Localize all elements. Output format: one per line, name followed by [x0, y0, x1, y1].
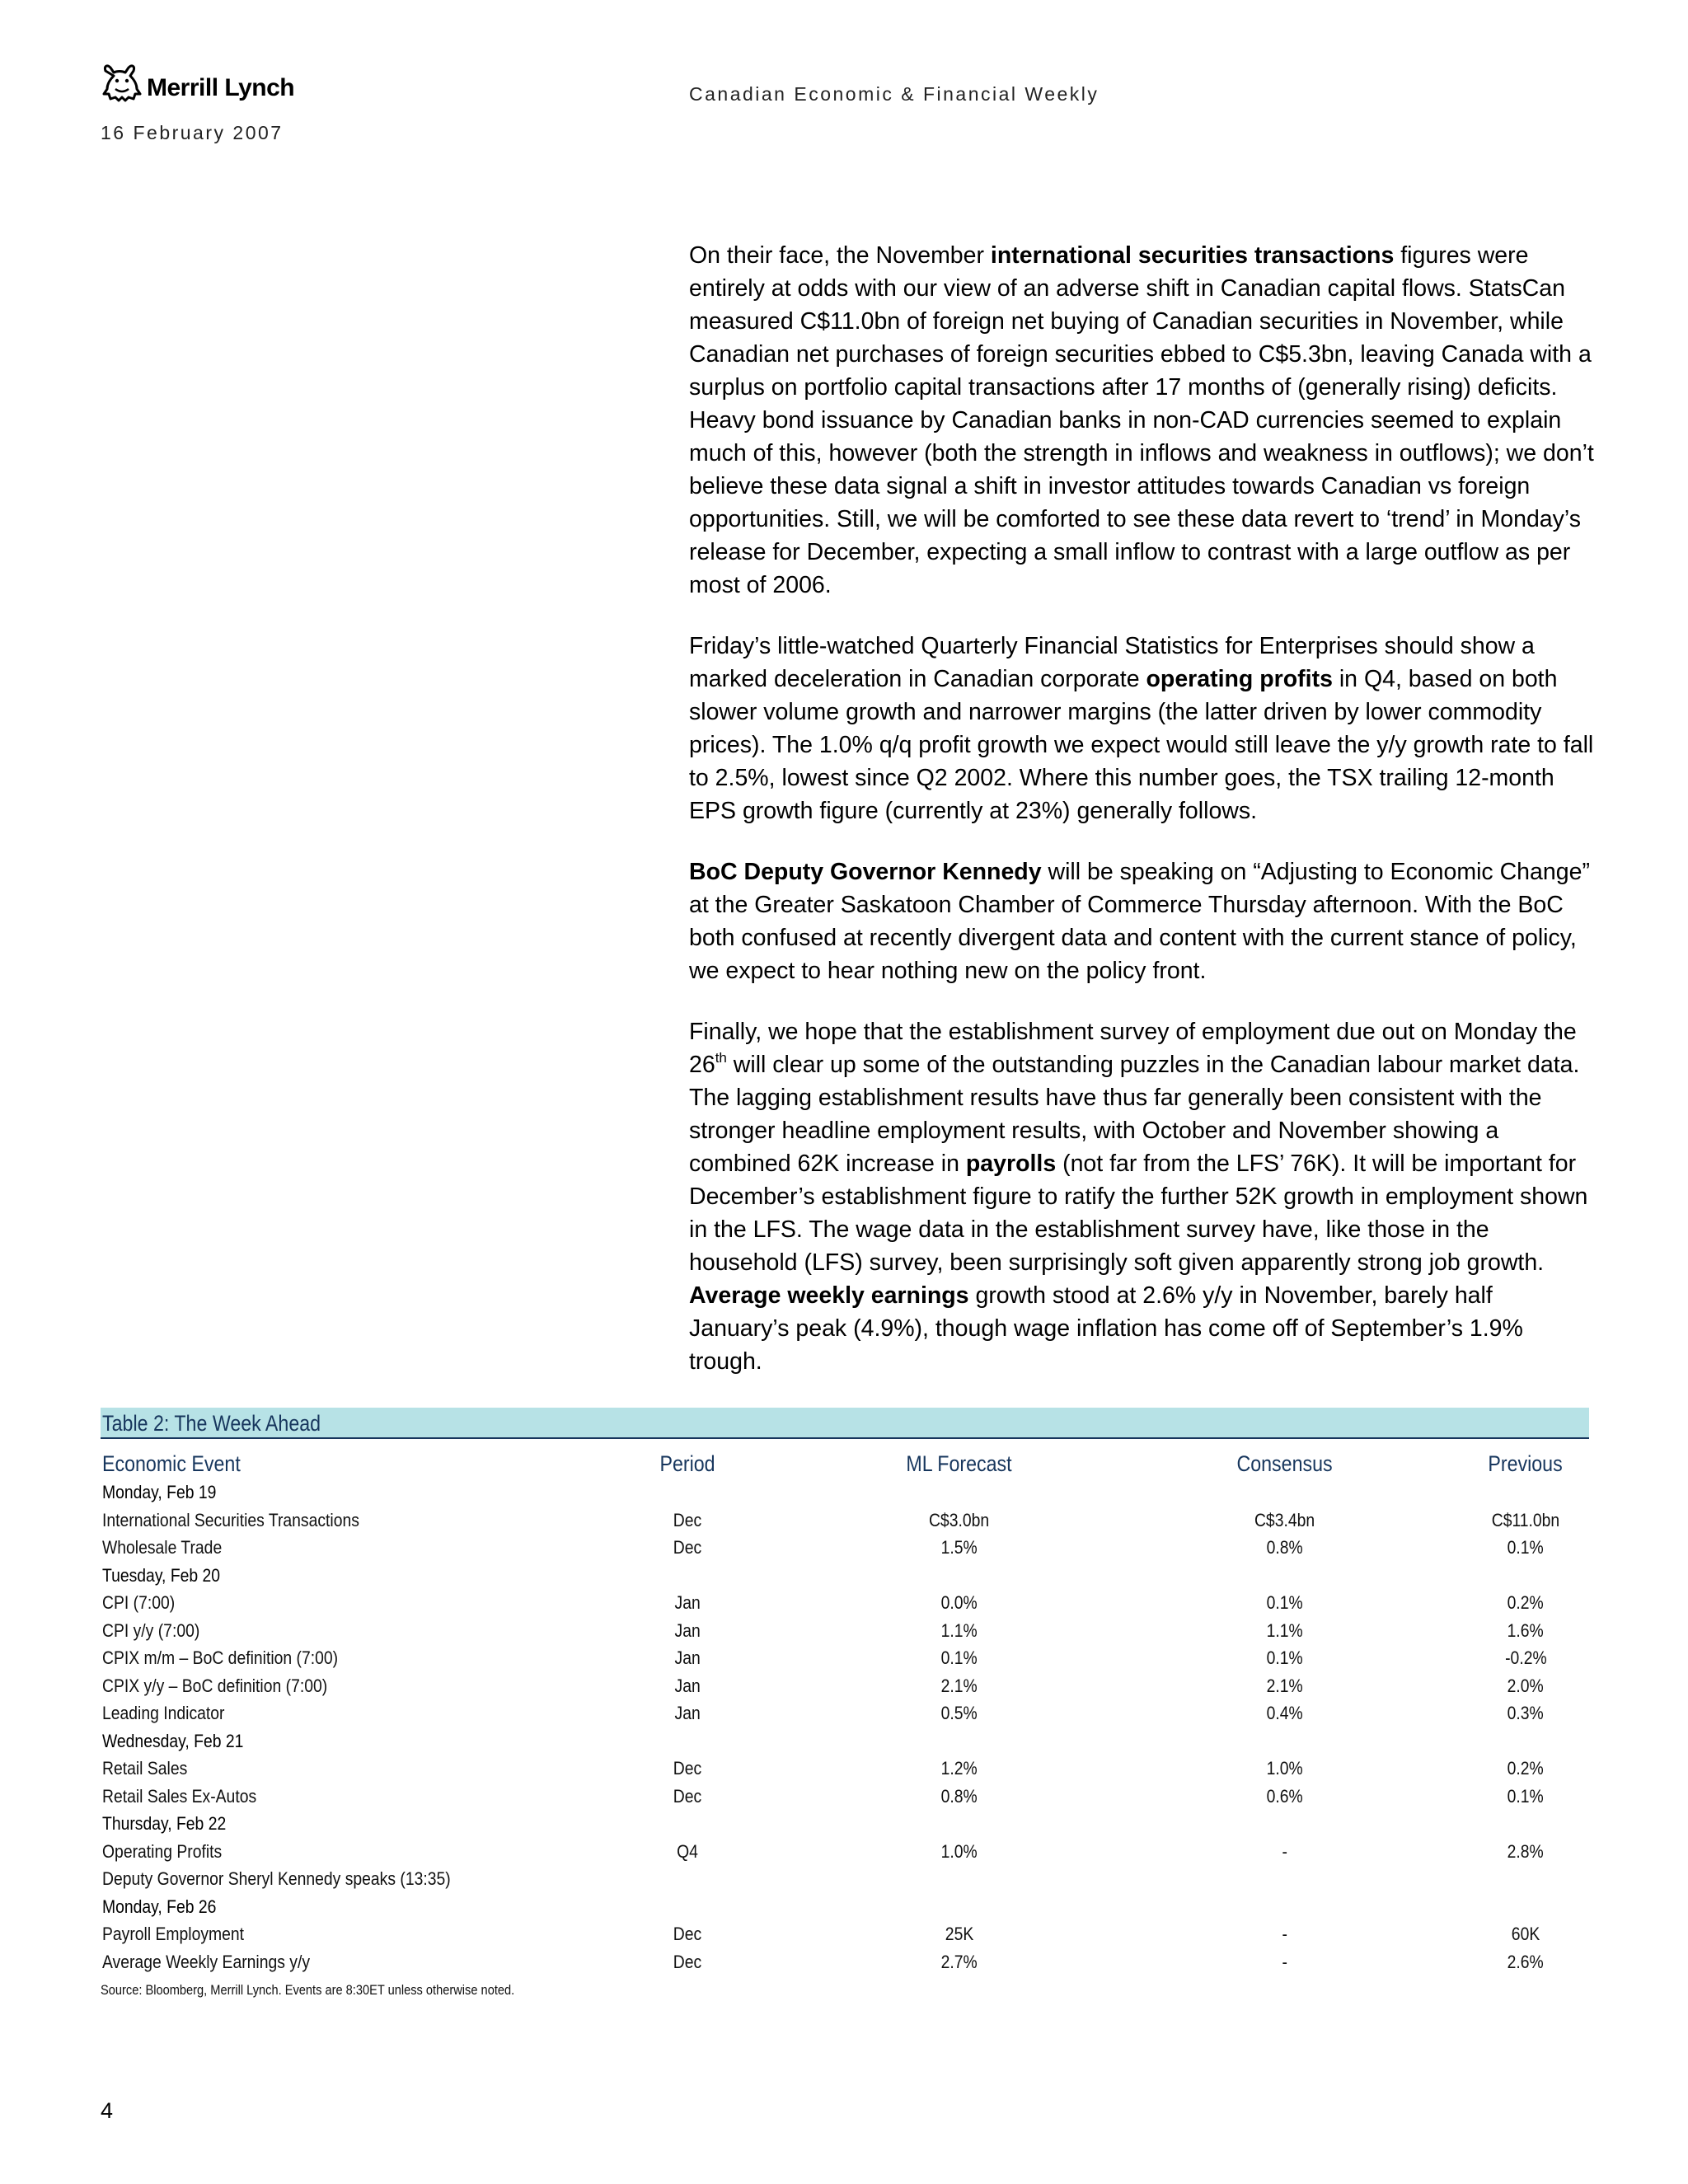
table-row	[101, 1699, 1589, 1727]
table-body	[101, 1479, 1589, 1975]
cell-event: CPIX m/m – BoC definition (7:00)	[102, 1647, 339, 1668]
highlight-securities: international securities transactions	[990, 242, 1395, 269]
col-header-consensus: Consensus	[1236, 1451, 1334, 1476]
cell-previous	[1462, 1865, 1589, 1893]
cell-previous: 2.0%	[1507, 1675, 1545, 1696]
table-section-row	[101, 1893, 1589, 1921]
cell-event: Thursday, Feb 22	[102, 1813, 227, 1834]
cell-ml: 1.5%	[940, 1537, 978, 1558]
cell-previous: C$11.0bn	[1491, 1509, 1560, 1530]
cell-consensus: 0.4%	[1266, 1703, 1304, 1723]
cell-event: Monday, Feb 26	[102, 1896, 217, 1917]
table-title: Table 2: The Week Ahead	[101, 1408, 1589, 1439]
cell-period: Dec	[673, 1924, 702, 1944]
cell-event: Payroll Employment	[102, 1924, 245, 1944]
paragraph-kennedy: BoC Deputy Governor Kennedy will be speaking on “Adjusting to Economic Change” at the Greater Saskatoon Chamber of Commerce Thursday afternoon. With the BoC both confused at recently divergent data and content with the current stance of policy, we expect to hear nothing new on the policy front.	[689, 859, 1590, 984]
cell-period: Jan	[674, 1675, 701, 1696]
table-section-row	[101, 1479, 1589, 1507]
cell-ml: C$3.0bn	[929, 1509, 990, 1530]
table-header	[101, 1439, 1589, 1479]
cell-period: Jan	[674, 1619, 701, 1641]
table-row	[101, 1534, 1589, 1562]
col-header-previous: Previous	[1488, 1451, 1564, 1476]
cell-consensus: -	[1282, 1840, 1288, 1862]
cell-period: Jan	[674, 1647, 701, 1668]
article-body	[689, 239, 1596, 1406]
cell-previous: -0.2%	[1504, 1647, 1547, 1668]
paragraph-securities: On their face, the November international securities transactions figures were entirely at odds with our view of an adverse shift in Canadian capital flows. StatsCan measured C$11.0bn of foreign net buying of Canadian securities in November, while Canadian net purchases of foreign securities ebbed to C$5.3bn, leaving Canada with a surplus on portfolio capital transactions after 17 months of (generally rising) deficits. Heavy bond issuance by Canadian banks in non-CAD currencies seemed to explain much of this, however (both the strength in inflows and weakness in outflows); we don’t believe these data signal a shift in investor attitudes towards Canadian vs foreign opportunities. Still, we will be comforted to see these data revert to ‘trend’ in Monday’s release for December, expecting a small inflow to contrast with a large outflow as per most of 2006.	[689, 242, 1594, 598]
highlight-payrolls: payrolls	[965, 1151, 1057, 1177]
cell-ml: 25K	[945, 1924, 974, 1944]
table-section-row	[101, 1810, 1589, 1838]
table-row	[101, 1755, 1589, 1783]
cell-consensus: 2.1%	[1266, 1675, 1304, 1696]
table-row	[101, 1948, 1589, 1976]
highlight-profits: operating profits	[1146, 666, 1333, 692]
cell-previous: 2.6%	[1507, 1951, 1545, 1972]
table-section-row	[101, 1727, 1589, 1755]
cell-event: Operating Profits	[102, 1840, 223, 1862]
cell-event: CPIX y/y – BoC definition (7:00)	[102, 1675, 328, 1696]
cell-ml: 0.1%	[940, 1647, 978, 1668]
col-header-event: Economic Event	[102, 1451, 241, 1476]
paragraph-profits: Friday’s little-watched Quarterly Financial Statistics for Enterprises should show a marked deceleration in Canadian corporate operating profits in Q4, based on both slower volume growth and narrower margins (the latter driven by lower commodity prices). The 1.0% q/q profit growth we expect would still leave the y/y growth rate to fall to 2.5%, lowest since Q2 2002. Where this number goes, the TSX trailing 12-month EPS growth figure (currently at 23%) generally follows.	[689, 633, 1594, 824]
cell-ml: 1.0%	[940, 1840, 978, 1862]
cell-consensus: 1.1%	[1266, 1619, 1304, 1641]
cell-previous: 0.1%	[1507, 1785, 1545, 1807]
merrill-lynch-logo	[101, 58, 294, 107]
paragraph-employment: Finally, we hope that the establishment survey of employment due out on Monday the 26th will clear up some of the outstanding puzzles in the Canadian labour market data. The lagging establishment results have thus far generally been consistent with the stronger headline employment results, with October and November showing a combined 62K increase in payrolls (not far from the LFS’ 76K). It will be important for December’s establishment figure to ratify the further 52K growth in employment shown in the LFS. The wage data in the establishment survey have, like those in the household (LFS) survey, been surprisingly soft given apparently strong job growth. Average weekly earnings growth stood at 2.6% y/y in November, barely half January’s peak (4.9%), though wage inflation has come off of September’s 1.9% trough.	[689, 1019, 1588, 1375]
cell-event: Retail Sales	[102, 1758, 188, 1779]
cell-event: Wednesday, Feb 21	[102, 1730, 244, 1751]
cell-event: Monday, Feb 19	[102, 1482, 217, 1502]
cell-event: Retail Sales Ex-Autos	[102, 1785, 257, 1807]
cell-period: Dec	[673, 1951, 702, 1972]
cell-ml: 0.8%	[940, 1785, 978, 1807]
cell-event: CPI (7:00)	[102, 1592, 176, 1613]
cell-consensus	[1108, 1865, 1462, 1893]
cell-event: Average Weekly Earnings y/y	[102, 1951, 311, 1972]
cell-consensus: 0.1%	[1266, 1647, 1304, 1668]
table-row	[101, 1507, 1589, 1535]
col-header-period: Period	[659, 1451, 715, 1476]
cell-period: Dec	[673, 1509, 702, 1530]
table-row	[101, 1865, 1589, 1893]
cell-event: International Securities Transactions	[102, 1509, 359, 1530]
cell-consensus: -	[1282, 1951, 1288, 1972]
cell-ml: 1.1%	[940, 1619, 978, 1641]
cell-consensus: 0.1%	[1266, 1592, 1304, 1613]
cell-ml: 1.2%	[940, 1758, 978, 1779]
cell-period: Jan	[674, 1592, 701, 1613]
cell-period: Dec	[673, 1537, 702, 1558]
cell-previous: 1.6%	[1507, 1619, 1545, 1641]
cell-event: Wholesale Trade	[102, 1537, 223, 1558]
logo-text: Merrill Lynch	[147, 74, 295, 101]
cell-ml: 0.0%	[940, 1592, 978, 1613]
table-row	[101, 1672, 1589, 1700]
cell-previous: 0.1%	[1507, 1537, 1545, 1558]
cell-previous: 0.2%	[1507, 1758, 1545, 1779]
cell-ml: 0.5%	[940, 1703, 978, 1723]
week-ahead-table	[101, 1408, 1589, 1975]
table-row	[101, 1589, 1589, 1617]
cell-previous: 2.8%	[1507, 1840, 1545, 1862]
cell-previous: 0.2%	[1507, 1592, 1545, 1613]
cell-consensus: 1.0%	[1266, 1758, 1304, 1779]
table-row	[101, 1617, 1589, 1645]
cell-previous: 0.3%	[1507, 1703, 1545, 1723]
table-row	[101, 1783, 1589, 1811]
cell-previous: 60K	[1511, 1924, 1540, 1944]
cell-period: Q4	[677, 1840, 698, 1862]
highlight-earnings: Average weekly earnings	[689, 1282, 969, 1309]
cell-consensus: 0.8%	[1266, 1537, 1304, 1558]
table-row	[101, 1838, 1589, 1866]
highlight-kennedy: BoC Deputy Governor Kennedy	[689, 859, 1042, 885]
table-row	[101, 1644, 1589, 1672]
table-source-note: Source: Bloomberg, Merrill Lynch. Events are 8:30ET unless otherwise noted.	[101, 1982, 515, 1998]
publication-title: Canadian Economic & Financial Weekly	[689, 83, 1100, 105]
table-section-row	[101, 1562, 1589, 1590]
cell-event: Deputy Governor Sheryl Kennedy speaks (13:35)	[102, 1868, 451, 1889]
cell-period	[564, 1865, 811, 1893]
cell-ml: 2.1%	[940, 1675, 978, 1696]
bull-icon	[101, 61, 143, 104]
cell-consensus: C$3.4bn	[1254, 1509, 1315, 1530]
col-header-ml-forecast: ML Forecast	[906, 1451, 1013, 1476]
cell-event: CPI y/y (7:00)	[102, 1619, 200, 1641]
cell-period: Dec	[673, 1758, 702, 1779]
cell-event: Leading Indicator	[102, 1703, 225, 1723]
cell-period: Jan	[674, 1703, 701, 1723]
cell-ml	[811, 1865, 1108, 1893]
cell-ml: 2.7%	[940, 1951, 978, 1972]
cell-event: Tuesday, Feb 20	[102, 1564, 221, 1586]
table-row	[101, 1920, 1589, 1948]
page-number: 4	[101, 2098, 114, 2123]
cell-consensus: -	[1282, 1924, 1288, 1944]
cell-consensus: 0.6%	[1266, 1785, 1304, 1807]
report-date: 16 February 2007	[101, 122, 284, 143]
cell-period: Dec	[673, 1785, 702, 1807]
